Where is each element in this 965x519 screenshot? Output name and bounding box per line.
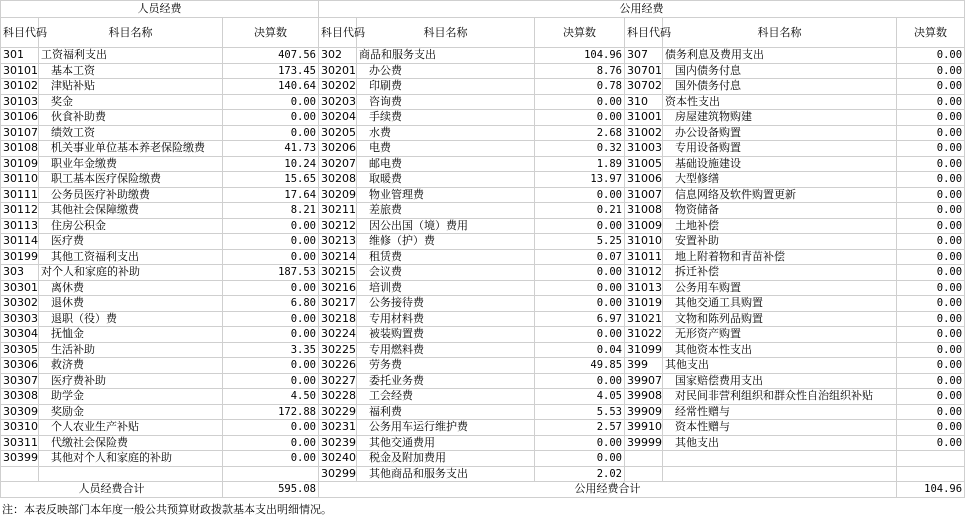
- table-row: [1, 404, 965, 420]
- subject-code: 39909: [625, 404, 663, 420]
- subject-name: 奖励金: [39, 404, 223, 420]
- subject-code: 307: [625, 48, 663, 64]
- amount-cell: 0.00: [897, 389, 965, 405]
- subject-code: 31003: [625, 141, 663, 157]
- header-name: 科目名称: [39, 18, 223, 48]
- table-row: [1, 435, 965, 451]
- subject-name: 安置补助: [663, 234, 897, 250]
- subject-code: 30702: [625, 79, 663, 95]
- subject-code: 30308: [1, 389, 39, 405]
- table-row: [1, 203, 965, 219]
- footnote: 注：本表反映部门本年度一般公共预算财政拨款基本支出明细情况。: [2, 503, 332, 516]
- subject-name: 专用燃料费: [357, 342, 535, 358]
- table-row: [1, 389, 965, 405]
- amount-cell: 0.32: [535, 141, 625, 157]
- table-row: [1, 172, 965, 188]
- subject-code: 30217: [319, 296, 357, 312]
- amount-cell: 0.00: [897, 234, 965, 250]
- header-code: 科目代码: [1, 18, 39, 48]
- table-row: [1, 63, 965, 79]
- amount-cell: 10.24: [223, 156, 319, 172]
- subject-code: 31010: [625, 234, 663, 250]
- subject-code: 31008: [625, 203, 663, 219]
- subject-name: 咨询费: [357, 94, 535, 110]
- amount-cell: 6.97: [535, 311, 625, 327]
- amount-cell: 0.00: [897, 249, 965, 265]
- table-row: [1, 311, 965, 327]
- amount-cell: 0.00: [535, 187, 625, 203]
- header-amount: 决算数: [535, 18, 625, 48]
- subject-name: 专用设备购置: [663, 141, 897, 157]
- amount-cell: 0.00: [223, 420, 319, 436]
- subject-code: 301: [1, 48, 39, 64]
- group-header-row: [1, 1, 965, 18]
- subject-name: 房屋建筑物购建: [663, 110, 897, 126]
- public-total-label: 公用经费合计: [319, 482, 897, 498]
- subject-name: 其他交通费用: [357, 435, 535, 451]
- amount-cell: 8.21: [223, 203, 319, 219]
- subject-name: 水费: [357, 125, 535, 141]
- table-row: [1, 48, 965, 64]
- subject-code: 30301: [1, 280, 39, 296]
- amount-cell: 0.00: [223, 451, 319, 467]
- subject-code: 30205: [319, 125, 357, 141]
- subject-name: 其他支出: [663, 358, 897, 374]
- subject-name: 文物和陈列品购置: [663, 311, 897, 327]
- subject-code: 30307: [1, 373, 39, 389]
- subject-code: 31019: [625, 296, 663, 312]
- subject-name: 委托业务费: [357, 373, 535, 389]
- subject-name: 租赁费: [357, 249, 535, 265]
- amount-cell: 0.00: [897, 63, 965, 79]
- subject-code: [625, 466, 663, 482]
- subject-code: 30214: [319, 249, 357, 265]
- table-row: [1, 110, 965, 126]
- subject-name: 被装购置费: [357, 327, 535, 343]
- amount-cell: 0.00: [223, 249, 319, 265]
- subject-code: 30299: [319, 466, 357, 482]
- subject-name: 大型修缮: [663, 172, 897, 188]
- amount-cell: 13.97: [535, 172, 625, 188]
- subject-code: 310: [625, 94, 663, 110]
- amount-cell: 15.65: [223, 172, 319, 188]
- subject-name: 国内债务付息: [663, 63, 897, 79]
- subject-name: 助学金: [39, 389, 223, 405]
- amount-cell: 8.76: [535, 63, 625, 79]
- subject-code: 39910: [625, 420, 663, 436]
- amount-cell: 6.80: [223, 296, 319, 312]
- amount-cell: 0.00: [535, 218, 625, 234]
- subject-name: 机关事业单位基本养老保险缴费: [39, 141, 223, 157]
- subject-code: 39999: [625, 435, 663, 451]
- subject-code: 30215: [319, 265, 357, 281]
- subject-name: 会议费: [357, 265, 535, 281]
- amount-cell: 0.00: [535, 327, 625, 343]
- amount-cell: 0.00: [535, 265, 625, 281]
- subject-name: 工会经费: [357, 389, 535, 405]
- subject-code: 31005: [625, 156, 663, 172]
- public-total-value: 104.96: [897, 482, 965, 498]
- table-row: [1, 94, 965, 110]
- amount-cell: 0.00: [223, 234, 319, 250]
- subject-name: 其他工资福利支出: [39, 249, 223, 265]
- subject-name: 医疗费: [39, 234, 223, 250]
- group-personnel: 人员经费: [1, 1, 319, 18]
- subject-code: 30201: [319, 63, 357, 79]
- amount-cell: 0.00: [897, 311, 965, 327]
- subject-code: 39908: [625, 389, 663, 405]
- table-row: [1, 234, 965, 250]
- subject-code: 31099: [625, 342, 663, 358]
- subject-name: 专用材料费: [357, 311, 535, 327]
- amount-cell: 104.96: [535, 48, 625, 64]
- subject-name: 绩效工资: [39, 125, 223, 141]
- subject-code: 30212: [319, 218, 357, 234]
- subject-code: 399: [625, 358, 663, 374]
- subject-name: 商品和服务支出: [357, 48, 535, 64]
- subject-name: 办公费: [357, 63, 535, 79]
- personnel-total-label: 人员经费合计: [1, 482, 223, 498]
- subject-name: 培训费: [357, 280, 535, 296]
- amount-cell: 0.00: [535, 451, 625, 467]
- subject-code: 31002: [625, 125, 663, 141]
- amount-cell: 173.45: [223, 63, 319, 79]
- amount-cell: 3.35: [223, 342, 319, 358]
- amount-cell: 0.00: [897, 156, 965, 172]
- subject-code: 31021: [625, 311, 663, 327]
- amount-cell: 17.64: [223, 187, 319, 203]
- subject-name: 救济费: [39, 358, 223, 374]
- subject-code: 30216: [319, 280, 357, 296]
- subject-name: 维修（护）费: [357, 234, 535, 250]
- amount-cell: 0.00: [897, 125, 965, 141]
- subject-code: 30204: [319, 110, 357, 126]
- subject-name: 福利费: [357, 404, 535, 420]
- subject-name: 电费: [357, 141, 535, 157]
- amount-cell: 0.00: [223, 327, 319, 343]
- amount-cell: 2.57: [535, 420, 625, 436]
- subject-code: 30304: [1, 327, 39, 343]
- subject-name: 奖金: [39, 94, 223, 110]
- header-amount: 决算数: [223, 18, 319, 48]
- subject-code: 30203: [319, 94, 357, 110]
- amount-cell: 172.88: [223, 404, 319, 420]
- subject-code: 30101: [1, 63, 39, 79]
- subject-code: 30199: [1, 249, 39, 265]
- table-row: [1, 156, 965, 172]
- amount-cell: 407.56: [223, 48, 319, 64]
- subject-code: 30109: [1, 156, 39, 172]
- subject-name: 公务用车运行维护费: [357, 420, 535, 436]
- header-amount: 决算数: [897, 18, 965, 48]
- amount-cell: 0.00: [223, 125, 319, 141]
- header-code: 科目代码: [319, 18, 357, 48]
- subject-name: 工资福利支出: [39, 48, 223, 64]
- subject-code: 31012: [625, 265, 663, 281]
- personnel-total-value: 595.08: [223, 482, 319, 498]
- header-code: 科目代码: [625, 18, 663, 48]
- subject-code: 30113: [1, 218, 39, 234]
- subject-code: 31006: [625, 172, 663, 188]
- amount-cell: 0.00: [535, 435, 625, 451]
- table-row: [1, 141, 965, 157]
- table-row: [1, 296, 965, 312]
- subject-name: 国外债务付息: [663, 79, 897, 95]
- subject-name: 无形资产购置: [663, 327, 897, 343]
- subject-name: 税金及附加费用: [357, 451, 535, 467]
- subject-code: 30112: [1, 203, 39, 219]
- subject-name: 公务员医疗补助缴费: [39, 187, 223, 203]
- table-row: [1, 358, 965, 374]
- subject-name: 基础设施建设: [663, 156, 897, 172]
- subject-name: 资本性支出: [663, 94, 897, 110]
- amount-cell: 0.00: [223, 358, 319, 374]
- subject-code: 30207: [319, 156, 357, 172]
- amount-cell: 0.00: [223, 373, 319, 389]
- amount-cell: 0.00: [897, 296, 965, 312]
- subject-name: 债务利息及费用支出: [663, 48, 897, 64]
- subject-code: 31001: [625, 110, 663, 126]
- amount-cell: 0.00: [897, 327, 965, 343]
- subject-name: 其他交通工具购置: [663, 296, 897, 312]
- subject-name: 邮电费: [357, 156, 535, 172]
- subject-code: 31007: [625, 187, 663, 203]
- subject-name: 对个人和家庭的补助: [39, 265, 223, 281]
- amount-cell: 49.85: [535, 358, 625, 374]
- amount-cell: 0.00: [897, 373, 965, 389]
- subject-code: 30239: [319, 435, 357, 451]
- amount-cell: 0.00: [897, 172, 965, 188]
- table-row: [1, 342, 965, 358]
- amount-cell: 4.05: [535, 389, 625, 405]
- amount-cell: 0.21: [535, 203, 625, 219]
- subject-name: 抚恤金: [39, 327, 223, 343]
- table-row: [1, 187, 965, 203]
- amount-cell: 0.00: [535, 110, 625, 126]
- subject-code: 30208: [319, 172, 357, 188]
- subject-name: 其他对个人和家庭的补助: [39, 451, 223, 467]
- subject-name: 信息网络及软件购置更新: [663, 187, 897, 203]
- amount-cell: 0.00: [897, 48, 965, 64]
- subject-name: 医疗费补助: [39, 373, 223, 389]
- subject-name: 公务接待费: [357, 296, 535, 312]
- subject-name: 对民间非营利组织和群众性自治组织补贴: [663, 389, 897, 405]
- table-row: [1, 327, 965, 343]
- subject-code: 30303: [1, 311, 39, 327]
- subject-code: 30306: [1, 358, 39, 374]
- amount-cell: 0.00: [535, 280, 625, 296]
- subject-code: 30202: [319, 79, 357, 95]
- subject-name: [663, 451, 897, 467]
- subject-code: 30213: [319, 234, 357, 250]
- subject-name: 其他社会保障缴费: [39, 203, 223, 219]
- table-row: [1, 466, 965, 482]
- subject-code: 30305: [1, 342, 39, 358]
- subject-name: 津贴补贴: [39, 79, 223, 95]
- amount-cell: 0.00: [535, 373, 625, 389]
- subject-name: 其他资本性支出: [663, 342, 897, 358]
- subject-name: 土地补偿: [663, 218, 897, 234]
- amount-cell: 0.00: [223, 218, 319, 234]
- amount-cell: 5.53: [535, 404, 625, 420]
- subject-code: 30209: [319, 187, 357, 203]
- table-row: [1, 280, 965, 296]
- totals-row: [1, 482, 965, 498]
- subject-code: 31009: [625, 218, 663, 234]
- subject-code: 30114: [1, 234, 39, 250]
- amount-cell: 0.00: [535, 94, 625, 110]
- subject-code: [1, 466, 39, 482]
- subject-code: 30225: [319, 342, 357, 358]
- amount-cell: 0.00: [897, 435, 965, 451]
- amount-cell: 0.78: [535, 79, 625, 95]
- amount-cell: 0.00: [897, 218, 965, 234]
- amount-cell: 0.04: [535, 342, 625, 358]
- subject-name: [663, 466, 897, 482]
- subject-name: 拆迁补偿: [663, 265, 897, 281]
- amount-cell: 187.53: [223, 265, 319, 281]
- amount-cell: 1.89: [535, 156, 625, 172]
- subject-name: 伙食补助费: [39, 110, 223, 126]
- subject-code: 30302: [1, 296, 39, 312]
- header-name: 科目名称: [663, 18, 897, 48]
- subject-name: 办公设备购置: [663, 125, 897, 141]
- subject-code: 30206: [319, 141, 357, 157]
- amount-cell: 0.00: [897, 265, 965, 281]
- amount-cell: 0.00: [897, 203, 965, 219]
- amount-cell: 5.25: [535, 234, 625, 250]
- subject-code: 303: [1, 265, 39, 281]
- amount-cell: 0.00: [223, 110, 319, 126]
- subject-name: 其他支出: [663, 435, 897, 451]
- subject-code: 30309: [1, 404, 39, 420]
- subject-name: 国家赔偿费用支出: [663, 373, 897, 389]
- table-row: [1, 79, 965, 95]
- subject-name: [39, 466, 223, 482]
- subject-name: 经常性赠与: [663, 404, 897, 420]
- subject-code: 30102: [1, 79, 39, 95]
- amount-cell: 0.00: [897, 187, 965, 203]
- subject-code: 31011: [625, 249, 663, 265]
- amount-cell: 41.73: [223, 141, 319, 157]
- header-name: 科目名称: [357, 18, 535, 48]
- amount-cell: 0.00: [897, 420, 965, 436]
- subject-name: 退职（役）费: [39, 311, 223, 327]
- table-row: [1, 420, 965, 436]
- amount-cell: 2.68: [535, 125, 625, 141]
- subject-code: 30111: [1, 187, 39, 203]
- subject-name: 住房公积金: [39, 218, 223, 234]
- subject-name: 因公出国（境）费用: [357, 218, 535, 234]
- subject-code: 30311: [1, 435, 39, 451]
- amount-cell: 0.00: [897, 358, 965, 374]
- amount-cell: [897, 466, 965, 482]
- subject-code: 30211: [319, 203, 357, 219]
- subject-code: 31022: [625, 327, 663, 343]
- subject-name: 基本工资: [39, 63, 223, 79]
- amount-cell: 140.64: [223, 79, 319, 95]
- group-public: 公用经费: [319, 1, 965, 18]
- table-row: [1, 125, 965, 141]
- subject-name: 退休费: [39, 296, 223, 312]
- column-header-row: [1, 18, 965, 48]
- subject-name: 职业年金缴费: [39, 156, 223, 172]
- table-row: [1, 265, 965, 281]
- amount-cell: 0.00: [897, 79, 965, 95]
- subject-name: 劳务费: [357, 358, 535, 374]
- table-row: [1, 218, 965, 234]
- subject-name: 物资储备: [663, 203, 897, 219]
- subject-name: 公务用车购置: [663, 280, 897, 296]
- amount-cell: 0.00: [223, 280, 319, 296]
- subject-name: 物业管理费: [357, 187, 535, 203]
- subject-name: 差旅费: [357, 203, 535, 219]
- subject-code: 30240: [319, 451, 357, 467]
- subject-name: 生活补助: [39, 342, 223, 358]
- subject-code: 30103: [1, 94, 39, 110]
- amount-cell: 0.07: [535, 249, 625, 265]
- amount-cell: 0.00: [897, 280, 965, 296]
- amount-cell: 0.00: [897, 404, 965, 420]
- amount-cell: 0.00: [223, 435, 319, 451]
- subject-name: 个人农业生产补贴: [39, 420, 223, 436]
- subject-code: 30229: [319, 404, 357, 420]
- subject-code: 302: [319, 48, 357, 64]
- subject-name: 职工基本医疗保险缴费: [39, 172, 223, 188]
- subject-name: 代缴社会保险费: [39, 435, 223, 451]
- subject-code: 30228: [319, 389, 357, 405]
- subject-name: 离休费: [39, 280, 223, 296]
- amount-cell: 0.00: [223, 94, 319, 110]
- amount-cell: [897, 451, 965, 467]
- subject-name: 资本性赠与: [663, 420, 897, 436]
- subject-code: 30227: [319, 373, 357, 389]
- subject-code: 30231: [319, 420, 357, 436]
- amount-cell: 4.50: [223, 389, 319, 405]
- table-row: [1, 373, 965, 389]
- subject-code: 39907: [625, 373, 663, 389]
- subject-code: 30224: [319, 327, 357, 343]
- subject-code: 31013: [625, 280, 663, 296]
- amount-cell: 0.00: [223, 311, 319, 327]
- subject-code: 30110: [1, 172, 39, 188]
- amount-cell: 0.00: [897, 110, 965, 126]
- subject-name: 取暖费: [357, 172, 535, 188]
- table-row: [1, 451, 965, 467]
- subject-code: [625, 451, 663, 467]
- amount-cell: 0.00: [535, 296, 625, 312]
- amount-cell: [223, 466, 319, 482]
- subject-code: 30226: [319, 358, 357, 374]
- subject-name: 地上附着物和青苗补偿: [663, 249, 897, 265]
- subject-code: 30310: [1, 420, 39, 436]
- amount-cell: 0.00: [897, 342, 965, 358]
- subject-code: 30107: [1, 125, 39, 141]
- subject-code: 30399: [1, 451, 39, 467]
- subject-code: 30108: [1, 141, 39, 157]
- amount-cell: 0.00: [897, 141, 965, 157]
- amount-cell: 2.02: [535, 466, 625, 482]
- table-row: [1, 249, 965, 265]
- subject-code: 30106: [1, 110, 39, 126]
- amount-cell: 0.00: [897, 94, 965, 110]
- subject-name: 手续费: [357, 110, 535, 126]
- subject-code: 30701: [625, 63, 663, 79]
- subject-name: 其他商品和服务支出: [357, 466, 535, 482]
- subject-name: 印刷费: [357, 79, 535, 95]
- subject-code: 30218: [319, 311, 357, 327]
